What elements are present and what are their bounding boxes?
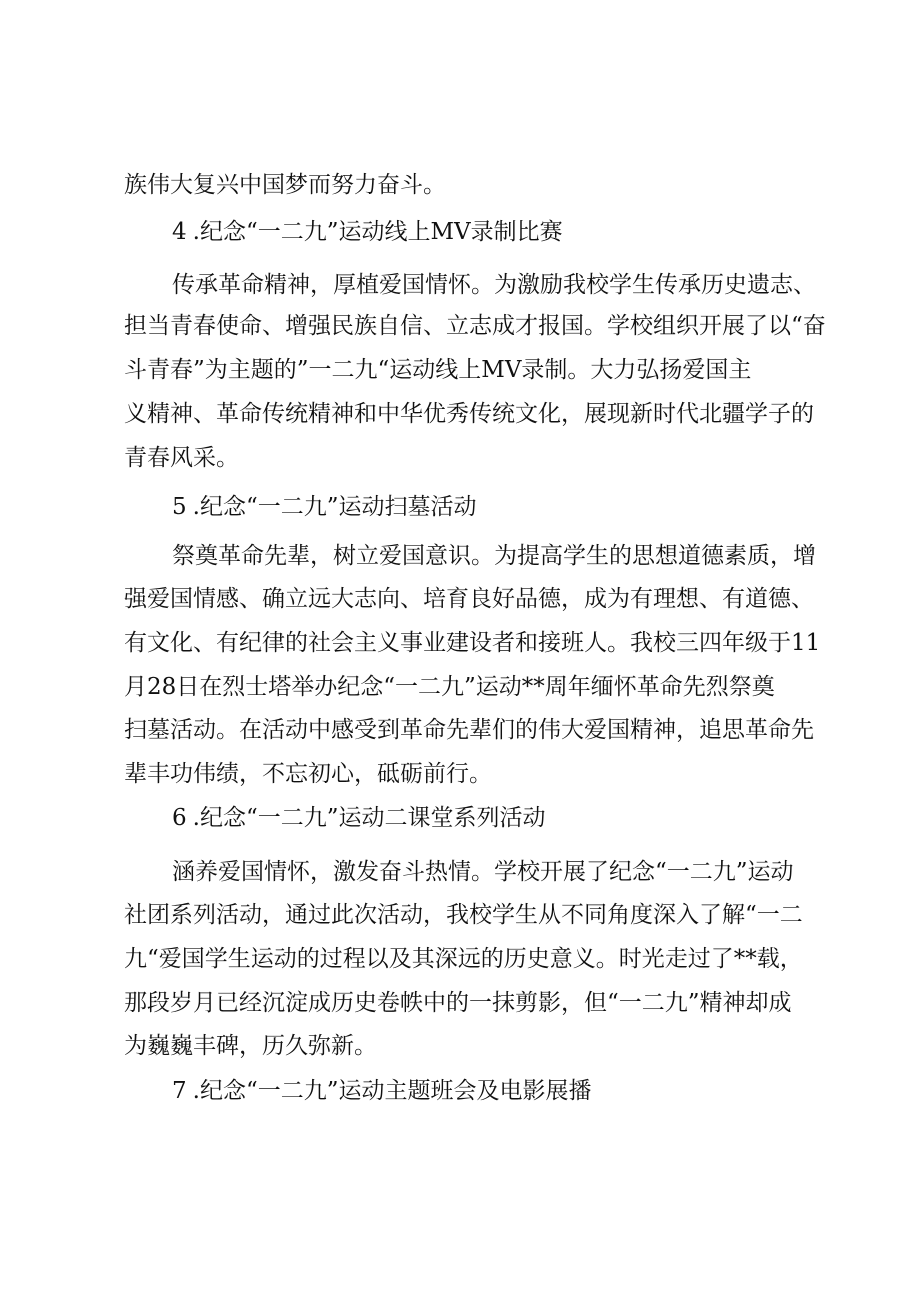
paragraph-line: 涵养爱国情怀，激发奋斗热情。学校开展了纪念“一二九”运动	[172, 859, 794, 885]
paragraph-line: 扫墓活动。在活动中感受到革命先辈们的伟大爱国精神，追思革命先	[124, 717, 814, 743]
paragraph-line: 斗青春”为主题的”一二九“运动线上MV录制。大力弘扬爱国主	[124, 357, 752, 383]
paragraph-line: 祭奠革命先辈，树立爱国意识。为提高学生的思想道德素质，增	[172, 543, 816, 569]
paragraph-line: 青春风采。	[124, 445, 239, 471]
continuation-line: 族伟大复兴中国梦而努力奋斗。	[124, 172, 446, 198]
section-number: 6	[172, 805, 187, 831]
paragraph-line: 社团系列活动，通过此次活动，我校学生从不同角度深入了解“一二	[124, 902, 803, 928]
paragraph-line: 有文化、有纪律的社会主义事业建设者和接班人。我校三四年级于11	[124, 630, 821, 656]
paragraph-line: 强爱国情感、确立远大志向、培育良好品德，成为有理想、有道德、	[124, 586, 814, 612]
paragraph-line: 辈丰功伟绩，不忘初心，砥砺前行。	[124, 761, 492, 787]
paragraph-line: 九“爱国学生运动的过程以及其深远的历史意义。时光走过了**载，	[124, 946, 803, 972]
paragraph-line: 义精神、革命传统精神和中华优秀传统文化，展现新时代北疆学子的	[124, 401, 814, 427]
section-number: 4	[172, 219, 187, 245]
section-title: .纪念“一二九”运动二课堂系列活动	[192, 805, 546, 831]
section-title: .纪念“一二九”运动扫墓活动	[192, 494, 477, 520]
section-5-heading	[172, 492, 476, 522]
section-4-heading	[172, 217, 563, 247]
section-6-heading	[172, 803, 545, 833]
section-title: .纪念“一二九”运动线上MV录制比赛	[192, 219, 563, 245]
paragraph-line: 为巍巍丰碑，历久弥新。	[124, 1033, 377, 1059]
paragraph-line: 那段岁月已经沉淀成历史卷帙中的一抹剪影，但“一二九”精神却成	[124, 990, 792, 1016]
section-title: .纪念“一二九”运动主题班会及电影展播	[192, 1078, 592, 1104]
paragraph-line: 月28日在烈士塔举办纪念“一二九”运动**周年缅怀革命先烈祭奠	[124, 674, 775, 700]
section-number: 7	[172, 1078, 187, 1104]
paragraph-line: 传承革命精神，厚植爱国情怀。为激励我校学生传承历史遗志、	[172, 272, 816, 298]
section-number: 5	[172, 494, 187, 520]
paragraph-line: 担当青春使命、增强民族自信、立志成才报国。学校组织开展了以“奋	[124, 313, 826, 339]
section-7-heading	[172, 1076, 591, 1106]
